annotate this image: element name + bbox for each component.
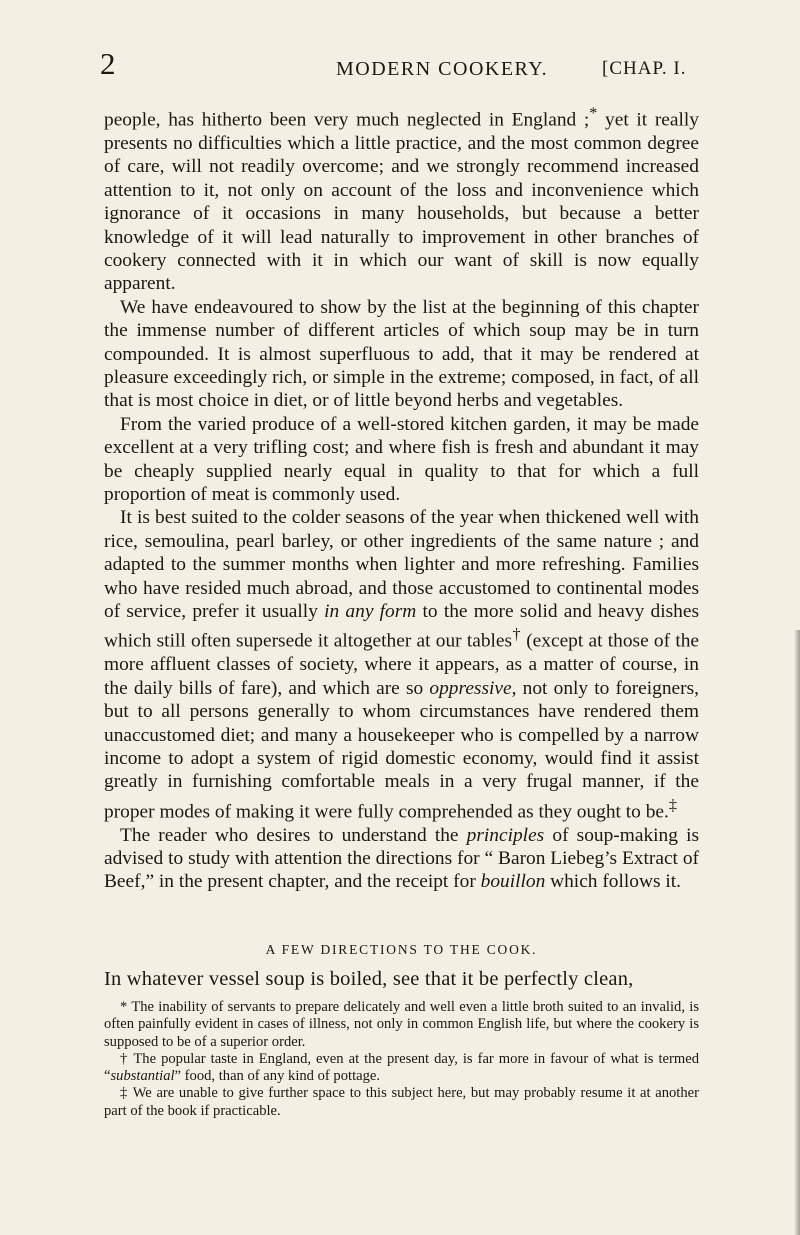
footnotes xyxy=(104,999,699,1120)
page-edge-shadow xyxy=(794,630,800,1235)
section-heading: A FEW DIRECTIONS TO THE COOK. xyxy=(265,942,538,957)
paragraph-1: people, has hitherto been very much neglected in England ;* yet it really presents no difficulties which a little practice, and the most common degree of care, will not readily overcome; and we strongly recommend increased attention to it, not only on account of the loss and inconvenience which ignorance of it occasions in many households, but because a better knowledge of it will lead naturally to improvement in other branches of cookery connected with it in which our want of skill is now equally apparent. xyxy=(104,105,699,295)
page-number: 2 xyxy=(100,46,116,81)
body-text xyxy=(104,102,699,894)
section-lead-line: In whatever vessel soup is boiled, see that it be perfectly clean, xyxy=(104,968,634,990)
running-title: MODERN COOKERY. xyxy=(336,58,549,80)
paragraph-3: From the varied produce of a well-stored kitchen garden, it may be made excellent at a very trifling cost; and where fish is fresh and abundant it may be cheaply supplied nearly equal in quality to that for which a full proportion of meat is commonly used. xyxy=(104,413,699,505)
paragraph-5: The reader who desires to understand the principles of soup-making is advised to study with attention the directions for “ Baron Liebeg’s Extract of Beef,” in the present chapter, and the receipt for bouillon which follows it. xyxy=(104,824,699,893)
footnote-ref-3: ‡ xyxy=(668,796,677,814)
chapter-marker: [CHAP. I. xyxy=(602,58,687,79)
footnote-ref-2: † xyxy=(512,626,521,644)
paragraph-2: We have endeavoured to show by the list at the beginning of this chapter the immense number of different articles of which soup may be in turn compounded. It is almost superfluous to add, that it may be rendered at pleasure exceedingly rich, or simple in the extreme; composed, in fact, of all that is most choice in diet, or of little beyond herbs and vegetables. xyxy=(104,296,699,412)
footnote-2: † The popular taste in England, even at the present day, is far more in favour of what is termed “substantial” food, than of any kind of pottage. xyxy=(104,1050,699,1085)
footnote-3: ‡ We are unable to give further space to this subject here, but may probably resume it at another part of the book if practicable. xyxy=(104,1085,699,1119)
paragraph-4: It is best suited to the colder seasons of the year when thickened well with rice, semoulina, pearl barley, or other ingredients of the same nature ; and adapted to the summer months when lighter and more refreshing. Families who have resided much abroad, and those accustomed to continental modes of service, prefer it usually in any form to the more solid and heavy dishes which still often supersede it altogether at our tables† (except at those of the more affluent classes of society, where it appears, as a matter of course, in the daily bills of fare), and which are so oppressive, not only to foreigners, but to all persons generally to whom circumstances have rendered them unaccustomed diet; and many a housekeeper who is compelled by a narrow income to adopt a system of rigid domestic economy, would find it assist greatly in furnishing comfortable meals in a very frugal manner, if the proper modes of making it were fully comprehended as they ought to be.‡ xyxy=(104,507,700,823)
footnote-ref-1: * xyxy=(589,105,598,122)
footnote-1: * The inability of servants to prepare delicately and well even a little broth suited to an invalid, is often painfully evident in cases of illness, not only in common English life, but where the cookery is supposed to be of a superior order. xyxy=(104,999,699,1050)
